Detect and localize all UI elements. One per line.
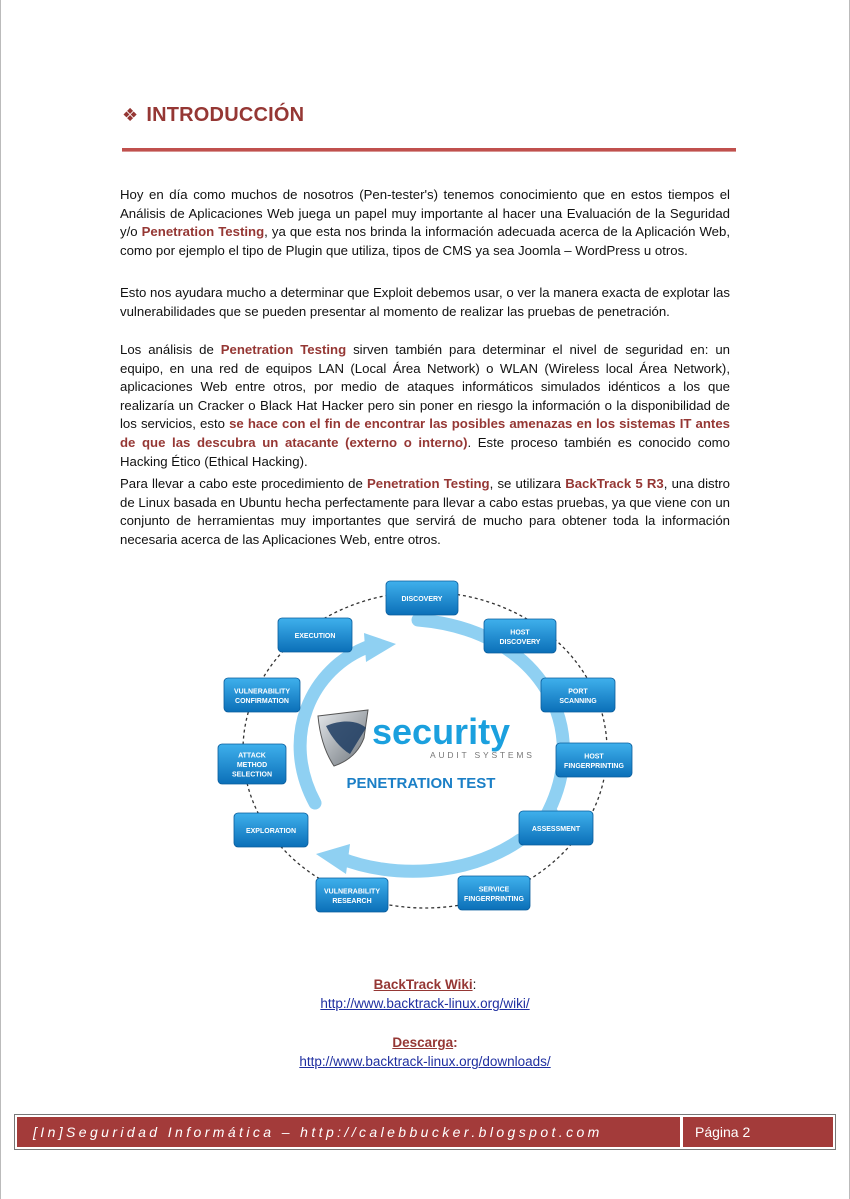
cycle-step-1 [386,581,458,615]
download-colon: : [453,1035,458,1050]
cycle-step-label: SERVICE [478,886,510,894]
cycle-step-label: ASSESSMENT [531,826,581,833]
p1-text-a: Hoy en día como muchos de nosotros (Pen-tester's) tenemos conocimiento que en estos tiempos el Análisis de Aplicaciones Web juega un papel muy importante al hacer una Evaluación de la Seguridad y/o [120,187,730,240]
wiki-link[interactable]: http://www.backtrack-linux.org/wiki/ [320,996,530,1011]
section-heading [122,104,304,127]
paragraph-3 [120,341,730,471]
cycle-step-label: METHOD [236,762,268,769]
page-footer [14,1114,836,1150]
cycle-step-label: SELECTION [231,771,273,779]
cycle-step-label: ATTACK [238,752,266,760]
cycle-step-label: SCANNING [559,697,597,705]
cycle-step-label: VULNERABILITY [234,688,290,696]
cycle-step-label: HOST [584,753,604,761]
pentest-cycle-svg [200,578,650,923]
wiki-label: BackTrack Wiki [373,977,473,992]
cycle-step-2 [484,619,556,653]
download-label: Descarga [392,1035,454,1050]
wiki-link-block [0,975,850,1013]
cycle-step-5 [519,811,593,845]
cycle-step-label: PORT [568,688,588,696]
cycle-step-label: EXPLORATION [245,828,297,835]
cycle-step-11 [278,618,352,652]
cycle-arrowhead-left [364,633,396,662]
p4-backtrack-highlight: BackTrack 5 R3 [565,476,664,491]
p4-text-e: , una distro de Linux basada en Ubuntu hecha perfectamente para llevar a cabo estas pruebas, ya que viene con un conjunto de herramientas muy importantes que servirá de mucho para obtener toda la información necesaria acerca de las Aplicaciones Web, entre otros. [120,476,731,547]
diamond-bullet-icon: ❖ [122,105,139,125]
cycle-step-9 [218,744,286,784]
brand-subtitle: AUDIT SYSTEMS [430,750,535,760]
cycle-step-label: FINGERPRINTING [564,762,624,770]
center-label: PENETRATION TEST [346,775,496,792]
p1-text-c: , ya que esta nos brinda la información adecuada acerca de la Aplicación Web, como por ejemplo el tipo de Plugin que utiliza, tipos de CMS ya sea Joomla – WordPress u otros. [120,224,730,258]
footer-site-title: [In]Seguridad Informática – http://calebbucker.blogspot.com [17,1117,680,1147]
paragraph-1 [120,186,730,260]
p3-text-c: sirven también para determinar el nivel de seguridad en: un equipo, en una red de equipos LAN (Local Área Network) o WLAN (Wireless local Área Network), aplicaciones Web entre otros, por medio de ataques informáticos simulados idénticos a los que realizaría un Cracker o Black Hat Hacker pero sin poner en riesgo la información o la disponibilidad de los servicios, esto [120,342,731,432]
cycle-step-label: DISCOVERY [401,596,443,603]
cycle-step-4 [556,743,632,777]
brand-name: security [372,711,511,752]
cycle-arrow-bottom [340,840,520,871]
cycle-step-label: EXECUTION [294,633,336,640]
p3-text-e: . Este proceso también es conocido como Hacking Ético (Ethical Hacking). [120,434,730,469]
paragraph-2: Esto nos ayudara mucho a determinar que Exploit debemos usar, o ver la manera exacta de explotar las vulnerabilidades que se pueden presentar al momento de realizar las pruebas de penetración. [120,285,730,319]
p4-text-a: Para llevar a cabo este procedimiento de [120,476,367,491]
wiki-colon: : [472,977,477,992]
p1-highlight: Penetration Testing [141,224,265,240]
security-logo [318,710,535,792]
cycle-step-10 [224,678,300,712]
p3-text-a: Los análisis de [120,342,221,357]
p3-highlight: Penetration Testing [220,342,347,357]
p3-emphasis: se hace con el fin de encontrar las posibles amenazas en los sistemas IT antes de que las descubra un atacante (externo o interno) [120,416,730,450]
section-title: INTRODUCCIÓN [146,104,305,126]
paragraph-4 [120,475,730,549]
p4-text-c: , se utilizara [489,476,566,491]
download-link[interactable]: http://www.backtrack-linux.org/downloads/ [299,1054,551,1069]
cycle-arrowhead-bottom [316,844,350,874]
cycle-step-label: CONFIRMATION [235,697,289,705]
cycle-step-3 [541,678,615,712]
pentest-cycle-diagram [200,578,650,923]
cycle-step-6 [458,876,530,910]
download-link-block [0,1033,850,1071]
cycle-step-label: RESEARCH [332,897,372,905]
cycle-step-label: HOST [510,629,530,637]
p4-highlight: Penetration Testing [366,476,490,491]
cycle-step-8 [234,813,308,847]
footer-page-number: Página 2 [683,1117,833,1147]
cycle-step-label: DISCOVERY [499,638,541,646]
cycle-step-7 [316,878,388,912]
cycle-step-label: VULNERABILITY [324,888,380,896]
heading-divider [122,148,736,151]
cycle-step-label: FINGERPRINTING [464,895,524,903]
